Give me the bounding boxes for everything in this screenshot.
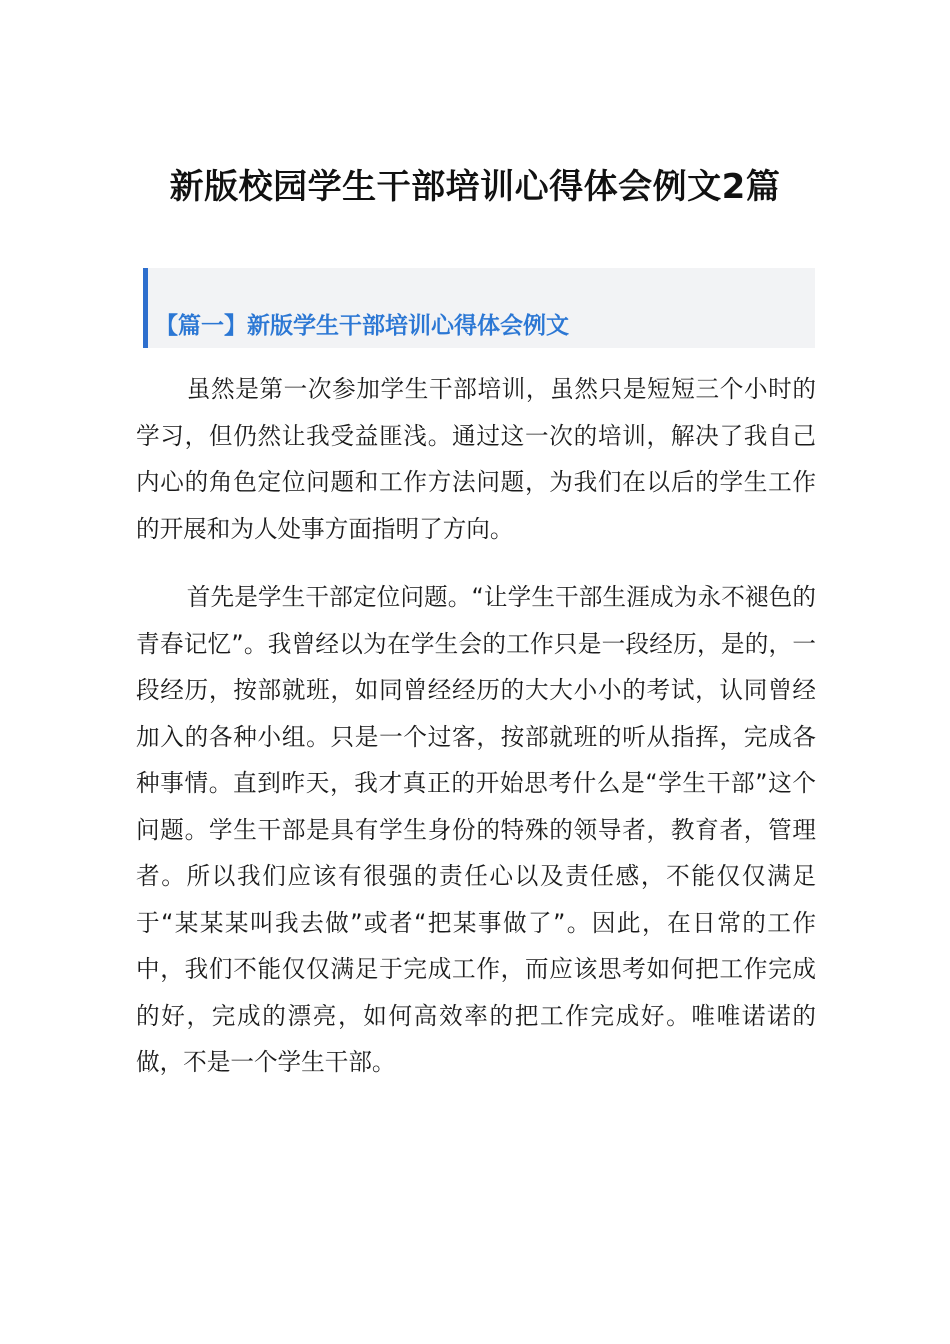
document-title: 新版校园学生干部培训心得体会例文2篇 [169,166,781,207]
body-paragraph-2: 首先是学生干部定位问题。“让学生干部生涯成为永不褪色的青春记忆”。我曾经以为在学生会的工作只是一段经历，是的，一段经历，按部就班，如同曾经经历的大大小小的考试，认同曾经加入的各种小组。只是一个过客，按部就班的听从指挥，完成各种事情。直到昨天，我才真正的开始思考什么是“学生干部”这个问题。学生干部是具有学生身份的特殊的领导者，教育者，管理者。所以我们应该有很强的责任心以及责任感，不能仅仅满足于“某某某叫我去做”或者“把某事做了”。因此，在日常的工作中，我们不能仅仅满足于完成工作，而应该思考如何把工作完成的好，完成的漂亮，如何高效率的把工作完成好。唯唯诺诺的做，不是一个学生干部。 [136,583,816,1076]
section-heading: 【篇一】新版学生干部培训心得体会例文 [155,313,569,339]
body-paragraph-1: 虽然是第一次参加学生干部培训，虽然只是短短三个小时的学习，但仍然让我受益匪浅。通过这一次的培训，解决了我自己内心的角色定位问题和工作方法问题，为我们在以后的学生工作的开展和为人处事方面指明了方向。 [136,375,816,543]
section-heading-box [143,268,815,348]
